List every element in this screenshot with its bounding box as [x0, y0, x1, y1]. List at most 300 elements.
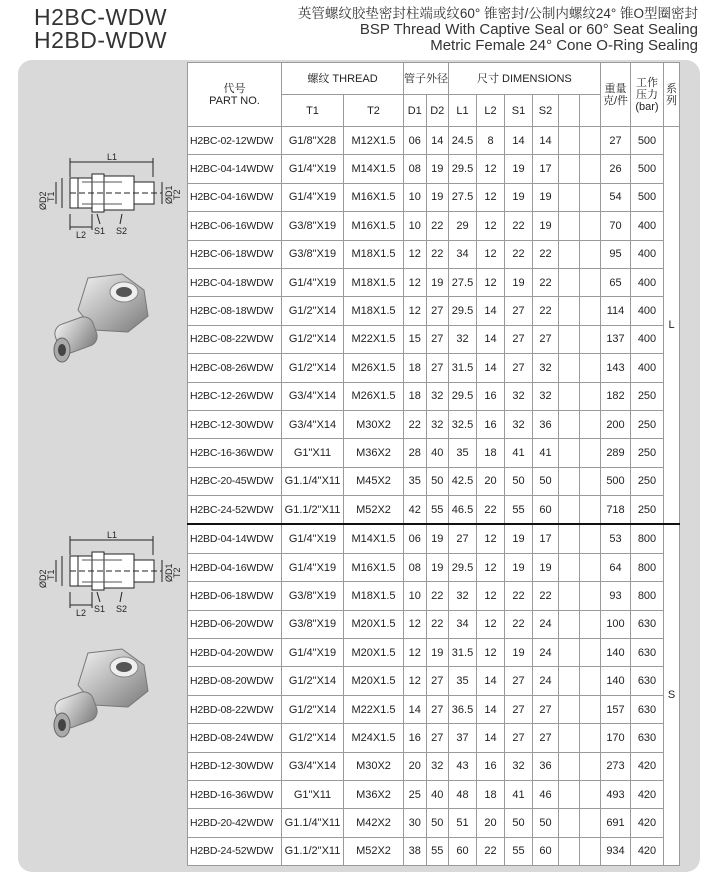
cell-blank-2	[580, 467, 601, 495]
cell-s2: 27	[533, 724, 559, 752]
table-row	[188, 553, 680, 581]
cell-t1: G1/2"X14	[282, 695, 344, 723]
cell-t2: M14X1.5	[344, 155, 404, 183]
cell-blank-1	[559, 439, 580, 467]
cell-weight: 54	[601, 183, 631, 211]
cell-t2: M16X1.5	[344, 183, 404, 211]
cell-blank-1	[559, 724, 580, 752]
cell-weight: 27	[601, 127, 631, 155]
table-row	[188, 382, 680, 410]
cell-pressure: 420	[631, 752, 664, 780]
cell-part-no: H2BD-04-16WDW	[188, 553, 282, 581]
cell-l2: 14	[477, 695, 505, 723]
cell-part-no: H2BD-20-42WDW	[188, 809, 282, 837]
table-row	[188, 780, 680, 808]
cell-t2: M16X1.5	[344, 212, 404, 240]
cell-s2: 50	[533, 467, 559, 495]
cell-l2: 12	[477, 524, 505, 553]
cell-part-no: H2BC-06-16WDW	[188, 212, 282, 240]
cell-part-no: H2BD-08-24WDW	[188, 724, 282, 752]
cell-l2: 16	[477, 752, 505, 780]
cell-weight: 493	[601, 780, 631, 808]
cell-blank-1	[559, 695, 580, 723]
table-row	[188, 610, 680, 638]
cell-pressure: 800	[631, 582, 664, 610]
cell-pressure: 250	[631, 439, 664, 467]
cell-l1: 29.5	[449, 155, 477, 183]
cell-l1: 42.5	[449, 467, 477, 495]
cell-blank-2	[580, 325, 601, 353]
header-series-cn1: 系	[666, 82, 677, 95]
cell-d2: 22	[426, 240, 449, 268]
cell-d2: 40	[426, 780, 449, 808]
cell-l1: 31.5	[449, 354, 477, 382]
cell-t2: M12X1.5	[344, 127, 404, 155]
cell-t1: G1/4"X19	[282, 183, 344, 211]
cell-t2: M18X1.5	[344, 240, 404, 268]
cell-weight: 289	[601, 439, 631, 467]
cell-blank-2	[580, 297, 601, 325]
cell-s1: 27	[505, 354, 533, 382]
cell-t1: G1/2"X14	[282, 667, 344, 695]
cell-blank-2	[580, 524, 601, 553]
cell-s1: 55	[505, 496, 533, 525]
cell-l1: 32	[449, 582, 477, 610]
cell-blank-2	[580, 695, 601, 723]
cell-t1: G3/8"X19	[282, 610, 344, 638]
title-line-1: H2BC-WDW	[34, 4, 168, 30]
cell-t1: G1"X11	[282, 780, 344, 808]
cell-t1: G1/2"X14	[282, 297, 344, 325]
cell-t1: G1.1/4"X11	[282, 467, 344, 495]
cell-d1: 06	[404, 127, 427, 155]
cell-weight: 100	[601, 610, 631, 638]
cell-weight: 137	[601, 325, 631, 353]
cell-t2: M22X1.5	[344, 325, 404, 353]
cell-t2: M20X1.5	[344, 610, 404, 638]
cell-part-no: H2BD-04-20WDW	[188, 639, 282, 667]
table-row	[188, 467, 680, 495]
cell-d1: 20	[404, 752, 427, 780]
header-weight-cn: 重量	[604, 82, 627, 95]
cell-d1: 10	[404, 183, 427, 211]
cell-l1: 51	[449, 809, 477, 837]
cell-t1: G1/2"X14	[282, 325, 344, 353]
subtitle-cn: 英管螺纹胶垫密封柱端或纹60° 锥密封/公制内螺纹24° 锥O型圈密封	[297, 6, 698, 21]
cell-blank-1	[559, 467, 580, 495]
cell-weight: 93	[601, 582, 631, 610]
cell-l1: 35	[449, 667, 477, 695]
cell-d2: 50	[426, 467, 449, 495]
cell-part-no: H2BC-12-30WDW	[188, 410, 282, 438]
cell-s1: 27	[505, 695, 533, 723]
cell-s1: 19	[505, 183, 533, 211]
cell-pressure: 250	[631, 496, 664, 525]
cell-s2: 19	[533, 212, 559, 240]
cell-s2: 32	[533, 382, 559, 410]
cell-l1: 24.5	[449, 127, 477, 155]
cell-part-no: H2BC-08-22WDW	[188, 325, 282, 353]
table-row	[188, 183, 680, 211]
drawing2-label-t1: T1	[46, 569, 56, 580]
cell-l2: 14	[477, 325, 505, 353]
cell-s1: 22	[505, 582, 533, 610]
table-row	[188, 127, 680, 155]
series-cell-s: S	[664, 524, 680, 865]
header-pressure-cn1: 工作	[636, 76, 658, 89]
cell-blank-2	[580, 639, 601, 667]
cell-d1: 18	[404, 382, 427, 410]
drawing2-label-d2: ØD2	[38, 569, 48, 588]
cell-d1: 12	[404, 268, 427, 296]
cell-pressure: 250	[631, 410, 664, 438]
cell-l1: 35	[449, 439, 477, 467]
cell-pressure: 250	[631, 467, 664, 495]
cell-d2: 27	[426, 354, 449, 382]
cell-d2: 22	[426, 610, 449, 638]
cell-d1: 14	[404, 695, 427, 723]
cell-l2: 16	[477, 410, 505, 438]
header-weight-unit: 克/件	[602, 94, 629, 107]
cell-t2: M18X1.5	[344, 297, 404, 325]
header-code-en: PART NO.	[209, 94, 260, 107]
cell-d1: 12	[404, 297, 427, 325]
cell-l1: 60	[449, 837, 477, 865]
cell-t1: G3/4"X14	[282, 382, 344, 410]
cell-s2: 17	[533, 155, 559, 183]
cell-l2: 20	[477, 809, 505, 837]
cell-weight: 140	[601, 667, 631, 695]
table-row	[188, 212, 680, 240]
table-row	[188, 582, 680, 610]
cell-s1: 32	[505, 752, 533, 780]
cell-d1: 12	[404, 639, 427, 667]
cell-t1: G3/4"X14	[282, 410, 344, 438]
col-header-d2: D2	[426, 95, 449, 127]
cell-part-no: H2BC-04-18WDW	[188, 268, 282, 296]
cell-d2: 40	[426, 439, 449, 467]
cell-d2: 19	[426, 268, 449, 296]
cell-s2: 19	[533, 553, 559, 581]
cell-t1: G1/4"X19	[282, 268, 344, 296]
cell-s2: 24	[533, 667, 559, 695]
cell-blank-1	[559, 752, 580, 780]
cell-part-no: H2BC-04-14WDW	[188, 155, 282, 183]
cell-d1: 12	[404, 667, 427, 695]
col-header-s2: S2	[533, 95, 559, 127]
cell-part-no: H2BD-08-22WDW	[188, 695, 282, 723]
cell-t2: M20X1.5	[344, 667, 404, 695]
cell-weight: 157	[601, 695, 631, 723]
table-row	[188, 496, 680, 525]
cell-d2: 27	[426, 297, 449, 325]
table-row	[188, 410, 680, 438]
cell-t1: G1"X11	[282, 439, 344, 467]
spec-table	[187, 62, 680, 866]
cell-s2: 27	[533, 695, 559, 723]
cell-d2: 32	[426, 382, 449, 410]
table-row	[188, 524, 680, 553]
table-row	[188, 268, 680, 296]
technical-drawing-h2bd	[22, 530, 182, 618]
cell-t2: M20X1.5	[344, 639, 404, 667]
cell-d2: 55	[426, 496, 449, 525]
cell-d2: 27	[426, 325, 449, 353]
drawing-label-t1: T1	[46, 191, 56, 202]
cell-part-no: H2BC-08-18WDW	[188, 297, 282, 325]
fitting-photo-h2bc	[48, 270, 158, 370]
cell-pressure: 630	[631, 639, 664, 667]
cell-l1: 36.5	[449, 695, 477, 723]
col-header-t1: T1	[282, 95, 344, 127]
cell-blank-2	[580, 155, 601, 183]
drawing2-label-s1: S1	[94, 604, 106, 614]
cell-blank-1	[559, 524, 580, 553]
cell-blank-1	[559, 183, 580, 211]
drawing2-label-t2: T2	[172, 567, 182, 578]
cell-t1: G3/8"X19	[282, 240, 344, 268]
header-pressure-unit: (bar)	[635, 100, 659, 113]
cell-s1: 19	[505, 524, 533, 553]
cell-blank-2	[580, 382, 601, 410]
drawing-label-s1: S1	[94, 226, 106, 236]
cell-s2: 22	[533, 297, 559, 325]
cell-d2: 22	[426, 212, 449, 240]
cell-t2: M26X1.5	[344, 382, 404, 410]
cell-weight: 718	[601, 496, 631, 525]
cell-s1: 19	[505, 155, 533, 183]
cell-t2: M52X2	[344, 496, 404, 525]
cell-d1: 10	[404, 582, 427, 610]
cell-blank-2	[580, 582, 601, 610]
cell-t2: M42X2	[344, 809, 404, 837]
cell-t1: G1/4"X19	[282, 553, 344, 581]
cell-l2: 12	[477, 610, 505, 638]
cell-s2: 36	[533, 410, 559, 438]
cell-d2: 19	[426, 639, 449, 667]
title-line-2: H2BD-WDW	[34, 27, 168, 53]
col-header-d1: D1	[404, 95, 427, 127]
col-header-dimensions: 尺寸 DIMENSIONS	[449, 63, 601, 95]
cell-part-no: H2BD-06-18WDW	[188, 582, 282, 610]
drawing-label-d2: ØD2	[38, 191, 48, 210]
cell-blank-1	[559, 780, 580, 808]
cell-pressure: 500	[631, 127, 664, 155]
drawing-label-d1: ØD1	[164, 185, 174, 204]
cell-blank-2	[580, 809, 601, 837]
cell-d2: 19	[426, 155, 449, 183]
cell-d1: 30	[404, 809, 427, 837]
cell-weight: 95	[601, 240, 631, 268]
cell-s2: 24	[533, 639, 559, 667]
table-row	[188, 325, 680, 353]
cell-t1: G3/8"X19	[282, 212, 344, 240]
cell-l1: 34	[449, 610, 477, 638]
cell-s2: 50	[533, 809, 559, 837]
cell-blank-2	[580, 496, 601, 525]
cell-d1: 38	[404, 837, 427, 865]
cell-blank-2	[580, 553, 601, 581]
cell-blank-2	[580, 724, 601, 752]
cell-l1: 29.5	[449, 297, 477, 325]
cell-l2: 12	[477, 553, 505, 581]
drawing2-label-s2: S2	[116, 604, 128, 614]
cell-part-no: H2BD-12-30WDW	[188, 752, 282, 780]
cell-t2: M18X1.5	[344, 582, 404, 610]
table-row	[188, 667, 680, 695]
cell-blank-1	[559, 212, 580, 240]
cell-d2: 22	[426, 582, 449, 610]
table-row	[188, 809, 680, 837]
series-cell-l: L	[664, 127, 680, 525]
cell-l1: 46.5	[449, 496, 477, 525]
cell-l1: 29	[449, 212, 477, 240]
cell-blank-1	[559, 268, 580, 296]
col-header-pressure	[631, 63, 664, 127]
table-row	[188, 354, 680, 382]
cell-blank-2	[580, 439, 601, 467]
cell-t2: M14X1.5	[344, 524, 404, 553]
cell-t2: M52X2	[344, 837, 404, 865]
cell-weight: 691	[601, 809, 631, 837]
cell-s1: 50	[505, 467, 533, 495]
subtitle-en-1: BSP Thread With Captive Seal or 60° Seat Sealing	[359, 20, 698, 38]
cell-l2: 12	[477, 240, 505, 268]
cell-s1: 22	[505, 610, 533, 638]
cell-blank-2	[580, 212, 601, 240]
cell-part-no: H2BD-24-52WDW	[188, 837, 282, 865]
cell-weight: 114	[601, 297, 631, 325]
cell-weight: 200	[601, 410, 631, 438]
cell-l1: 27.5	[449, 183, 477, 211]
cell-pressure: 630	[631, 695, 664, 723]
cell-l1: 27.5	[449, 268, 477, 296]
col-header-thread: 螺纹 THREAD	[282, 63, 404, 95]
cell-l2: 12	[477, 183, 505, 211]
cell-pressure: 420	[631, 780, 664, 808]
col-header-l2: L2	[477, 95, 505, 127]
cell-d1: 12	[404, 610, 427, 638]
technical-drawing-h2bc	[22, 152, 182, 240]
cell-s1: 32	[505, 410, 533, 438]
header-code-cn: 代号	[223, 82, 246, 95]
cell-d1: 35	[404, 467, 427, 495]
cell-t2: M30X2	[344, 752, 404, 780]
cell-blank-1	[559, 382, 580, 410]
cell-l2: 18	[477, 439, 505, 467]
cell-d2: 19	[426, 183, 449, 211]
cell-blank-1	[559, 325, 580, 353]
cell-weight: 64	[601, 553, 631, 581]
cell-pressure: 400	[631, 212, 664, 240]
drawing-label-l2: L2	[76, 230, 87, 240]
col-header-weight	[601, 63, 631, 127]
cell-blank-1	[559, 410, 580, 438]
cell-s2: 22	[533, 240, 559, 268]
cell-l2: 14	[477, 724, 505, 752]
cell-s1: 50	[505, 809, 533, 837]
cell-blank-1	[559, 297, 580, 325]
cell-t1: G1/8"X28	[282, 127, 344, 155]
cell-weight: 170	[601, 724, 631, 752]
cell-s2: 22	[533, 268, 559, 296]
cell-part-no: H2BD-16-36WDW	[188, 780, 282, 808]
cell-pressure: 420	[631, 837, 664, 865]
cell-t1: G1/2"X14	[282, 354, 344, 382]
cell-pressure: 400	[631, 354, 664, 382]
cell-blank-1	[559, 155, 580, 183]
table-row	[188, 439, 680, 467]
cell-l1: 37	[449, 724, 477, 752]
col-header-l1: L1	[449, 95, 477, 127]
col-header-s1: S1	[505, 95, 533, 127]
cell-s2: 41	[533, 439, 559, 467]
cell-d2: 50	[426, 809, 449, 837]
cell-pressure: 400	[631, 325, 664, 353]
cell-pressure: 800	[631, 524, 664, 553]
cell-l2: 12	[477, 268, 505, 296]
cell-blank-1	[559, 240, 580, 268]
drawing2-label-l1: L1	[107, 530, 118, 540]
table-row	[188, 240, 680, 268]
cell-s2: 46	[533, 780, 559, 808]
cell-pressure: 630	[631, 667, 664, 695]
table-row	[188, 724, 680, 752]
cell-l1: 29.5	[449, 553, 477, 581]
col-header-t2: T2	[344, 95, 404, 127]
cell-pressure: 630	[631, 610, 664, 638]
cell-s2: 60	[533, 837, 559, 865]
cell-blank-2	[580, 240, 601, 268]
cell-blank-1	[559, 837, 580, 865]
cell-pressure: 500	[631, 155, 664, 183]
cell-part-no: H2BC-16-36WDW	[188, 439, 282, 467]
cell-blank-2	[580, 268, 601, 296]
cell-blank-2	[580, 354, 601, 382]
table-row	[188, 837, 680, 865]
cell-s2: 60	[533, 496, 559, 525]
cell-part-no: H2BC-12-26WDW	[188, 382, 282, 410]
cell-part-no: H2BC-08-26WDW	[188, 354, 282, 382]
cell-d1: 08	[404, 553, 427, 581]
cell-part-no: H2BD-08-20WDW	[188, 667, 282, 695]
cell-l2: 22	[477, 837, 505, 865]
cell-blank-1	[559, 667, 580, 695]
cell-blank-1	[559, 639, 580, 667]
cell-blank-2	[580, 780, 601, 808]
cell-part-no: H2BC-02-12WDW	[188, 127, 282, 155]
cell-s1: 19	[505, 553, 533, 581]
drawing-label-s2: S2	[116, 226, 128, 236]
cell-d1: 28	[404, 439, 427, 467]
table-row	[188, 695, 680, 723]
col-header-series	[664, 63, 680, 127]
cell-t2: M24X1.5	[344, 724, 404, 752]
cell-d1: 42	[404, 496, 427, 525]
cell-part-no: H2BC-04-16WDW	[188, 183, 282, 211]
cell-t1: G1.1/2"X11	[282, 496, 344, 525]
cell-l2: 14	[477, 354, 505, 382]
cell-t2: M30X2	[344, 410, 404, 438]
cell-pressure: 400	[631, 268, 664, 296]
cell-d1: 12	[404, 240, 427, 268]
cell-s2: 17	[533, 524, 559, 553]
cell-part-no: H2BD-06-20WDW	[188, 610, 282, 638]
cell-l2: 18	[477, 780, 505, 808]
cell-part-no: H2BC-06-18WDW	[188, 240, 282, 268]
header-pressure-cn2: 压力	[636, 88, 658, 101]
cell-pressure: 420	[631, 809, 664, 837]
